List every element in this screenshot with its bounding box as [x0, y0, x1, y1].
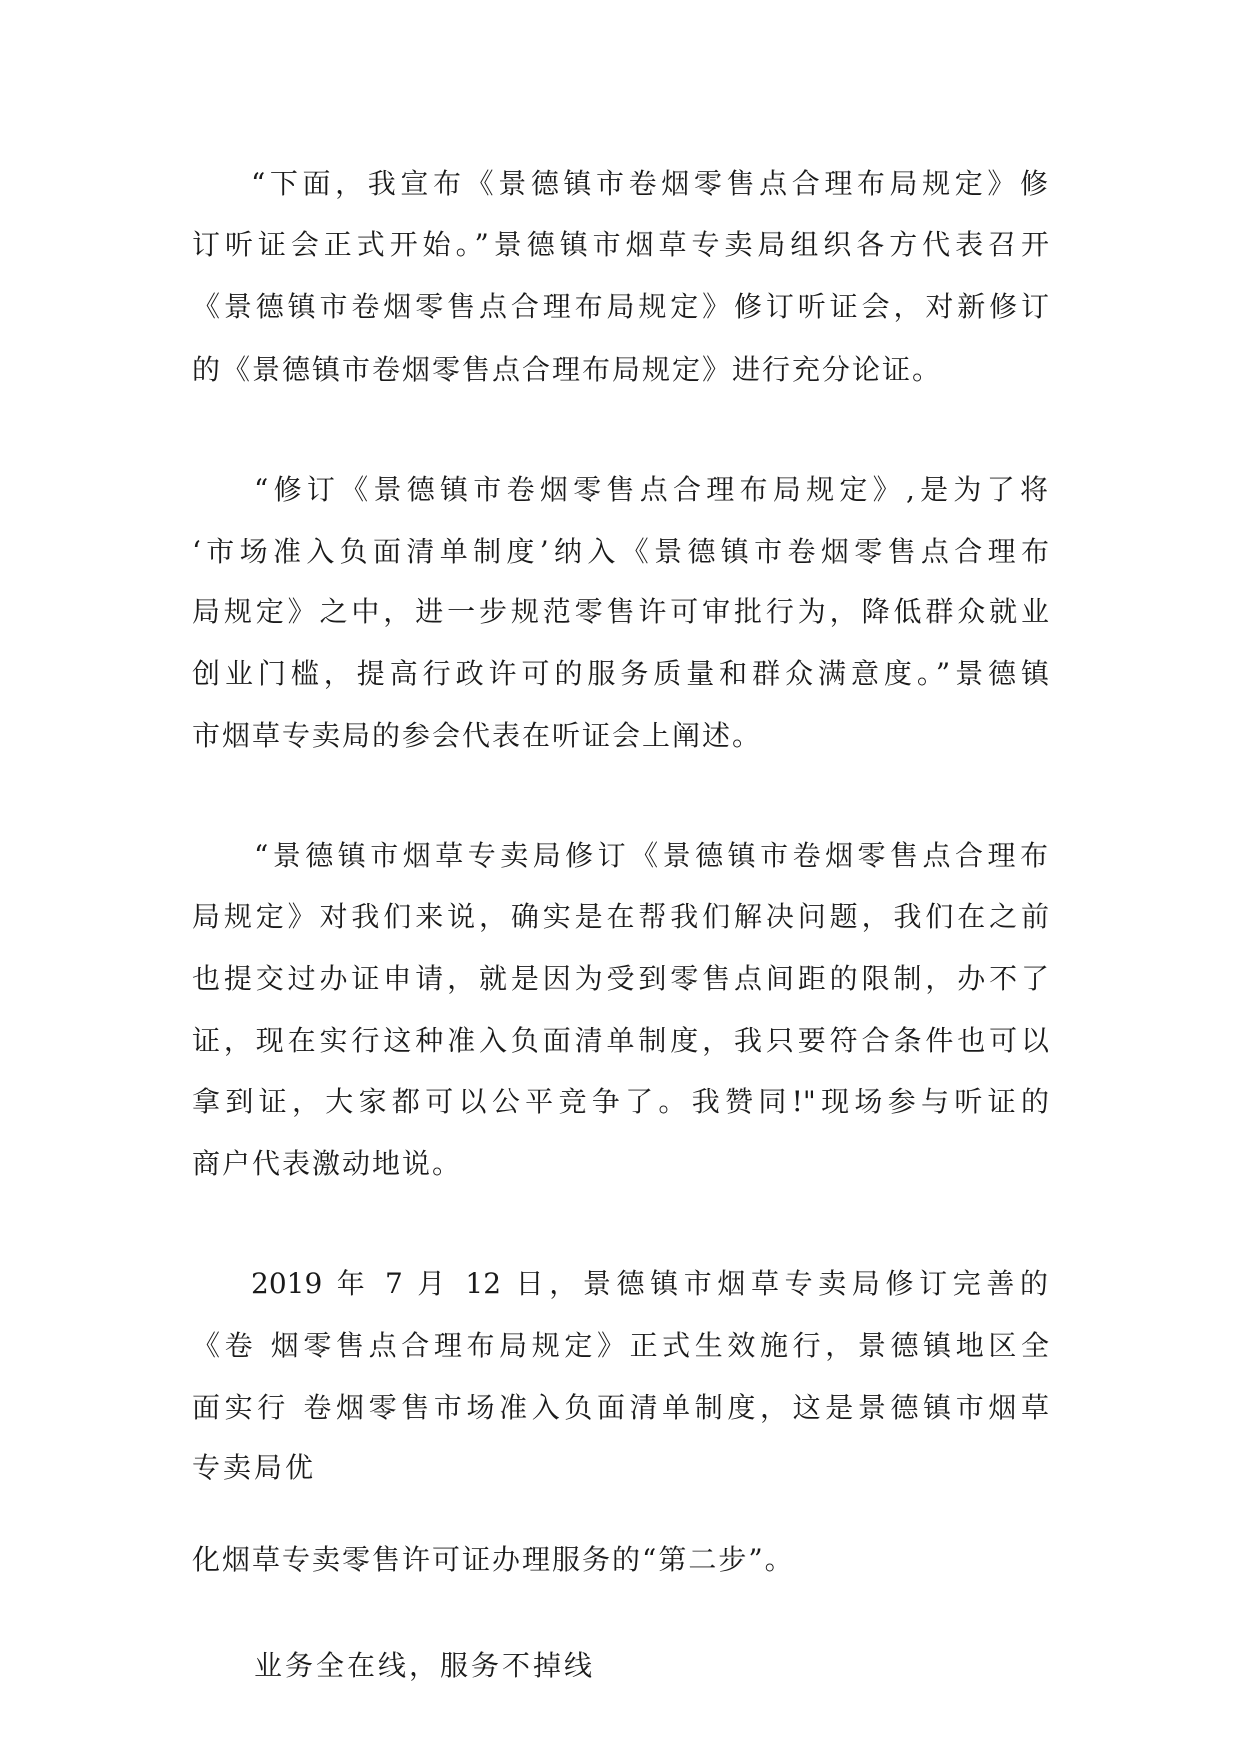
paragraph-3-line-2: 局规定》对我们来说，确实是在帮我们解决问题，我们在之前 — [192, 900, 1049, 933]
paragraph-3-line-4: 证，现在实行这种准入负面清单制度，我只要符合条件也可以 — [192, 1024, 1049, 1057]
paragraph-1-line-3: 《景德镇市卷烟零售点合理布局规定》修订听证会，对新修订 — [192, 290, 1049, 323]
paragraph-4-line-4: 专卖局优 — [192, 1451, 317, 1484]
paragraph-1-line-4: 的《景德镇市卷烟零售点合理布局规定》进行充分论证。 — [192, 353, 943, 386]
paragraph-4-line-5: 化烟草专卖零售许可证办理服务的“第二步”。 — [192, 1543, 795, 1576]
paragraph-4-line-3: 面实行 卷烟零售市场准入负面清单制度，这是景德镇市烟草 — [192, 1391, 1049, 1424]
paragraph-1-line-1: “下面，我宣布《景德镇市卷烟零售点合理布局规定》修 — [251, 167, 1048, 200]
paragraph-2-line-4: 创业门槛，提高行政许可的服务质量和群众满意度。”景德镇 — [192, 657, 1049, 690]
paragraph-2-line-5: 市烟草专卖局的参会代表在听证会上阐述。 — [192, 719, 763, 752]
paragraph-3-line-5: 拿到证，大家都可以公平竞争了。我赞同!"现场参与听证的 — [192, 1085, 1049, 1118]
paragraph-2-line-2: ‘市场准入负面清单制度’纳入《景德镇市卷烟零售点合理布 — [192, 535, 1049, 568]
paragraph-2-line-3: 局规定》之中，进一步规范零售许可审批行为，降低群众就业 — [192, 595, 1049, 628]
paragraph-4-line-1: 2019 年 7 月 12 日，景德镇市烟草专卖局修订完善的 — [251, 1267, 1048, 1300]
paragraph-4-line-2: 《卷 烟零售点合理布局规定》正式生效施行，景德镇地区全 — [192, 1329, 1049, 1362]
paragraph-2-line-1: “修订《景德镇市卷烟零售点合理布局规定》,是为了将 — [254, 473, 1048, 506]
paragraph-3-line-6: 商户代表激动地说。 — [192, 1147, 463, 1180]
paragraph-1-line-2: 订听证会正式开始。”景德镇市烟草专卖局组织各方代表召开 — [192, 228, 1049, 261]
paragraph-3-line-3: 也提交过办证申请，就是因为受到零售点间距的限制，办不了 — [192, 962, 1049, 995]
paragraph-3-line-1: “景德镇市烟草专卖局修订《景德镇市卷烟零售点合理布 — [254, 839, 1048, 872]
section-heading: 业务全在线，服务不掉线 — [254, 1649, 596, 1682]
